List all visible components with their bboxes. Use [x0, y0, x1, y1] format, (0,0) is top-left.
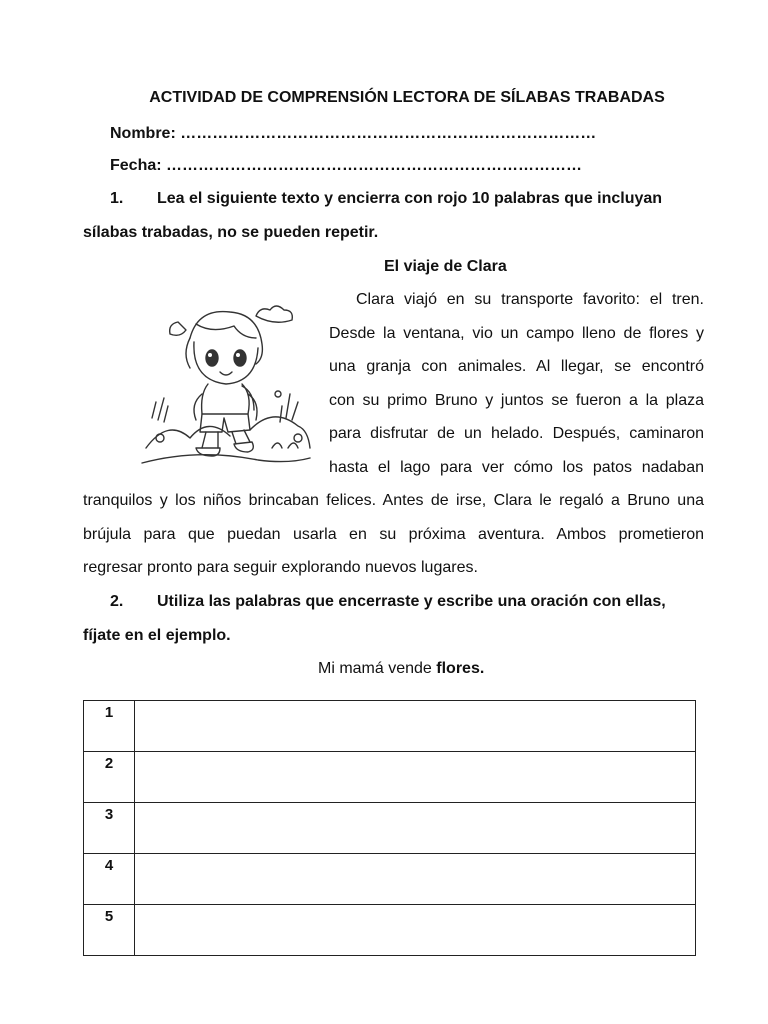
answer-row-number: 4	[84, 854, 135, 905]
answer-row	[84, 701, 696, 752]
question-2-number: 2.	[110, 593, 124, 610]
worksheet-title: ACTIVIDAD DE COMPRENSIÓN LECTORA DE SÍLABAS TRABADAS	[149, 89, 665, 106]
question-2-text-line2: fíjate en el ejemplo.	[83, 627, 231, 644]
answer-row	[84, 905, 696, 956]
story-line-7: tranquilos y los niños brincaban felices. Antes de irse, Clara le regaló a Bruno una	[83, 492, 704, 509]
answer-cell[interactable]	[135, 752, 696, 803]
question-1	[110, 189, 662, 209]
story-line-5: para disfrutar de un helado. Después, caminaron	[329, 425, 704, 442]
answer-cell[interactable]	[135, 701, 696, 752]
story-line-4: con su primo Bruno y juntos se fueron a la plaza	[329, 392, 704, 409]
girl-illustration	[138, 298, 312, 470]
answer-row	[84, 854, 696, 905]
story-line-6: hasta el lago para ver cómo los patos nadaban	[329, 459, 704, 476]
example-word: flores.	[436, 660, 485, 677]
answer-table	[83, 700, 696, 956]
question-1-text-line1: Lea el siguiente texto y encierra con rojo 10 palabras que incluyan	[157, 190, 663, 207]
answer-row-number: 3	[84, 803, 135, 854]
story-line-2: Desde la ventana, vio un campo lleno de flores y	[329, 325, 704, 342]
answer-cell[interactable]	[135, 803, 696, 854]
answer-row-number: 5	[84, 905, 135, 956]
story-line-8: brújula para que puedan usarla en su próxima aventura. Ambos prometieron	[83, 526, 704, 543]
story-title: El viaje de Clara	[384, 258, 507, 275]
answer-row-number: 1	[84, 701, 135, 752]
question-1-number: 1.	[110, 190, 124, 207]
example-sentence	[318, 659, 484, 679]
question-2-text-line1: Utiliza las palabras que encerraste y escribe una oración con ellas,	[157, 593, 666, 610]
question-2	[110, 592, 666, 612]
answer-cell[interactable]	[135, 905, 696, 956]
name-field: Nombre: ……………………………………………………………………	[110, 125, 597, 142]
answer-row	[84, 752, 696, 803]
answer-row-number: 2	[84, 752, 135, 803]
story-line-3: una granja con animales. Al llegar, se encontró	[329, 358, 704, 375]
story-line-1: Clara viajó en su transporte favorito: el tren.	[356, 291, 704, 308]
example-sentence-text: Mi mamá vende	[318, 660, 437, 677]
question-1-text-line2: sílabas trabadas, no se pueden repetir.	[83, 224, 379, 241]
date-field: Fecha: ……………………………………………………………………	[110, 157, 583, 174]
answer-cell[interactable]	[135, 854, 696, 905]
story-line-9: regresar pronto para seguir explorando nuevos lugares.	[83, 559, 478, 576]
answer-row	[84, 803, 696, 854]
